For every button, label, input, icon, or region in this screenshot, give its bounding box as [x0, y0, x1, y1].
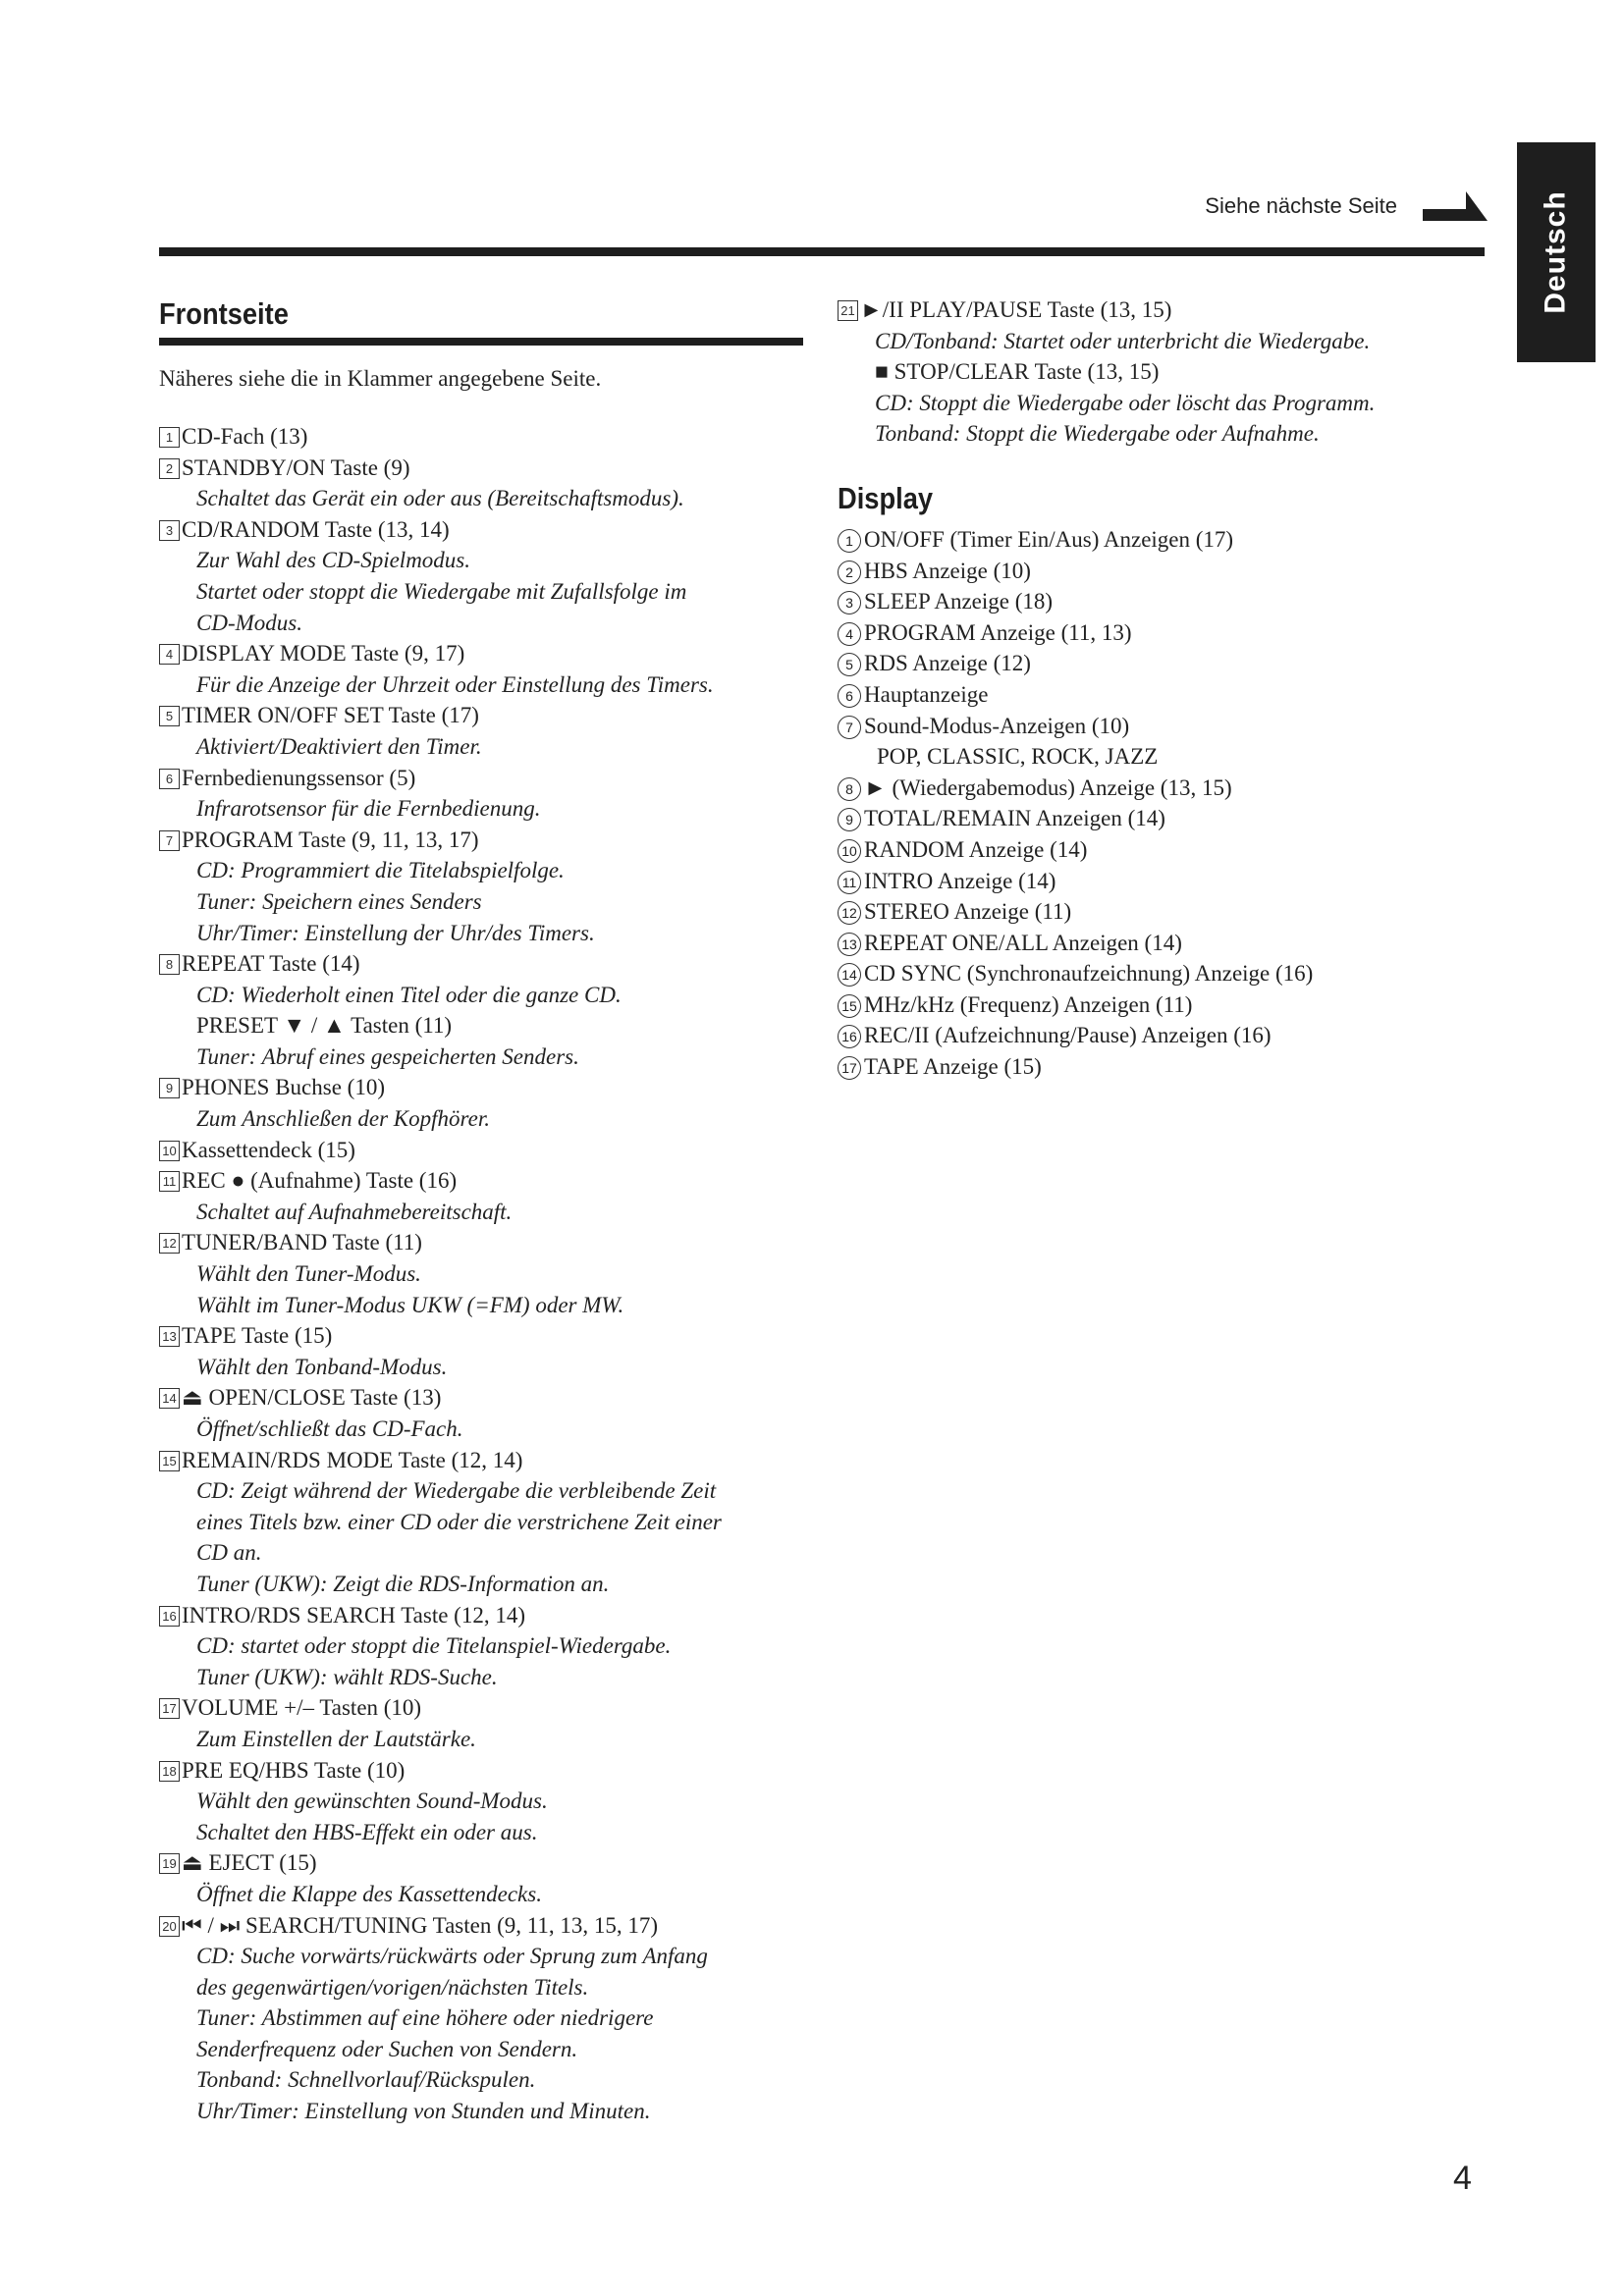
display-item-head — [838, 1020, 1486, 1051]
item-description: Schaltet das Gerät ein oder aus (Bereitschaftsmodus). — [196, 486, 684, 511]
item-label: ⏮ / ⏭ SEARCH/TUNING Tasten (9, 11, 13, 15, 17) — [182, 1912, 659, 1938]
front-item-head — [159, 1847, 807, 1879]
display-item-head — [838, 834, 1486, 866]
indicator-label: Hauptanzeige — [864, 681, 989, 707]
front-item-head — [159, 948, 807, 980]
item-number: 20 — [159, 1916, 180, 1937]
item-number: 12 — [159, 1233, 180, 1254]
item-description: Uhr/Timer: Einstellung der Uhr/des Timers. — [196, 920, 595, 945]
frontseite-intro: Näheres siehe die in Klammer angegebene Seite. — [159, 366, 602, 391]
front-item — [159, 1600, 807, 1693]
frontseite-title: Frontseite — [159, 296, 289, 331]
display-item — [838, 958, 1486, 989]
item-description: Tonband: Schnellvorlauf/Rückspulen. — [196, 2067, 536, 2093]
indicator-label: REPEAT ONE/ALL Anzeigen (14) — [864, 930, 1182, 955]
language-tab-label: Deutsch — [1540, 190, 1573, 314]
item-number: 18 — [159, 1761, 180, 1782]
indicator-number: 6 — [838, 684, 861, 708]
item-number: 5 — [159, 706, 180, 726]
indicator-label: HBS Anzeige (10) — [864, 558, 1031, 583]
item-label: PROGRAM Taste (9, 11, 13, 17) — [182, 827, 479, 852]
item-label: ►/II PLAY/PAUSE Taste (13, 15) — [860, 297, 1172, 322]
front-item-head — [159, 1600, 807, 1631]
front-item — [159, 1227, 807, 1320]
item-number: 11 — [159, 1171, 180, 1192]
item-description: CD: Programmiert die Titelabspielfolge. — [196, 858, 565, 883]
item-label: CD/RANDOM Taste (13, 14) — [182, 516, 450, 542]
display-item-head — [838, 556, 1486, 587]
display-list — [838, 524, 1486, 1083]
display-item — [838, 896, 1486, 928]
item-number: 6 — [159, 769, 180, 789]
front-item — [159, 1692, 807, 1754]
indicator-label: TAPE Anzeige (15) — [864, 1054, 1042, 1080]
display-item-head — [838, 989, 1486, 1021]
indicator-label: STEREO Anzeige (11) — [864, 899, 1072, 925]
indicator-number: 10 — [838, 839, 861, 863]
item-description: Schaltet den HBS-Effekt ein oder aus. — [196, 1819, 538, 1844]
indicator-label: MHz/kHz (Frequenz) Anzeigen (11) — [864, 991, 1193, 1017]
indicator-label: INTRO Anzeige (14) — [864, 868, 1056, 893]
front-item-head — [159, 1755, 807, 1787]
item-label: Fernbedienungssensor (5) — [182, 765, 416, 790]
indicator-number: 15 — [838, 994, 861, 1018]
front-items-continued — [838, 294, 1486, 450]
indicator-label: TOTAL/REMAIN Anzeigen (14) — [864, 806, 1165, 831]
item-label: ⏏ OPEN/CLOSE Taste (13) — [182, 1385, 442, 1411]
item-label: Kassettendeck (15) — [182, 1137, 355, 1162]
display-item-head — [838, 617, 1486, 649]
front-item — [159, 700, 807, 762]
item-description: CD-Modus. — [196, 610, 302, 635]
display-item — [838, 556, 1486, 587]
item-description: Tuner (UKW): Zeigt die RDS-Information an. — [196, 1571, 610, 1596]
item-number: 10 — [159, 1141, 180, 1161]
display-item — [838, 711, 1486, 773]
front-item — [159, 1320, 807, 1382]
indicator-number: 12 — [838, 901, 861, 925]
display-item — [838, 866, 1486, 897]
display-item — [838, 524, 1486, 556]
front-item-head — [159, 1320, 807, 1352]
front-item-head — [159, 1910, 807, 1942]
item-number: 13 — [159, 1326, 180, 1347]
display-item — [838, 989, 1486, 1021]
display-title: Display — [838, 480, 934, 515]
front-item-head — [159, 638, 807, 669]
item-number: 14 — [159, 1388, 180, 1409]
indicator-number: 11 — [838, 871, 861, 894]
front-item — [159, 763, 807, 825]
item-description: Öffnet die Klappe des Kassettendecks. — [196, 1881, 542, 1906]
item-number: 15 — [159, 1451, 180, 1471]
item-description: Zum Einstellen der Lautstärke. — [196, 1726, 476, 1751]
display-item-head — [838, 1051, 1486, 1083]
display-item-head — [838, 958, 1486, 989]
item-label: TUNER/BAND Taste (11) — [182, 1230, 422, 1255]
indicator-number: 2 — [838, 561, 861, 584]
item-number: 3 — [159, 520, 180, 541]
indicator-label: REC/II (Aufzeichnung/Pause) Anzeigen (16) — [864, 1023, 1272, 1048]
item-description: Wählt den Tonband-Modus. — [196, 1354, 448, 1379]
frontseite-list — [159, 421, 807, 2127]
front-item-head — [159, 763, 807, 794]
item-description: CD: Zeigt während der Wiedergabe die verbleibende Zeit — [196, 1478, 717, 1504]
indicator-label: RDS Anzeige (12) — [864, 651, 1031, 676]
indicator-sub: POP, CLASSIC, ROCK, JAZZ — [877, 744, 1159, 770]
item-label: TAPE Taste (15) — [182, 1323, 333, 1349]
display-item — [838, 803, 1486, 834]
display-item — [838, 648, 1486, 679]
item-label: PRE EQ/HBS Taste (10) — [182, 1757, 406, 1783]
indicator-number: 3 — [838, 591, 861, 614]
front-item — [159, 948, 807, 1072]
item-description: Infrarotsensor für die Fernbedienung. — [196, 796, 541, 822]
front-item-head — [159, 1692, 807, 1724]
item-description: Aktiviert/Deaktiviert den Timer. — [196, 733, 482, 759]
front-item — [159, 825, 807, 948]
front-item-head — [159, 700, 807, 731]
item-description: CD an. — [196, 1540, 262, 1566]
indicator-number: 16 — [838, 1025, 861, 1048]
indicator-number: 13 — [838, 933, 861, 956]
item-description: Wählt den Tuner-Modus. — [196, 1261, 421, 1287]
item-description: Zur Wahl des CD-Spielmodus. — [196, 548, 470, 573]
next-page-label: Siehe nächste Seite — [1205, 193, 1397, 218]
front-item-head — [159, 514, 807, 546]
item-label: REC ● (Aufnahme) Taste (16) — [182, 1168, 458, 1194]
language-tab — [1517, 142, 1596, 362]
item-description: Wählt im Tuner-Modus UKW (=FM) oder MW. — [196, 1292, 624, 1317]
item-label: INTRO/RDS SEARCH Taste (12, 14) — [182, 1602, 525, 1628]
front-item — [159, 1847, 807, 1909]
item-description: des gegenwärtigen/vorigen/nächsten Titels. — [196, 1974, 589, 2000]
display-item — [838, 586, 1486, 617]
indicator-number: 9 — [838, 808, 861, 831]
display-item-head — [838, 928, 1486, 959]
indicator-number: 4 — [838, 622, 861, 646]
front-item — [159, 1382, 807, 1444]
item-description: Uhr/Timer: Einstellung von Stunden und Minuten. — [196, 2099, 651, 2124]
display-item-head — [838, 866, 1486, 897]
item-number: 9 — [159, 1078, 180, 1098]
item-sub-label: PRESET ▼ / ▲ Tasten (11) — [196, 1013, 453, 1039]
item-description: Zum Anschließen der Kopfhörer. — [196, 1106, 490, 1132]
indicator-number: 7 — [838, 716, 861, 739]
item-label: PHONES Buchse (10) — [182, 1075, 385, 1100]
item-number: 17 — [159, 1698, 180, 1719]
indicator-number: 1 — [838, 529, 861, 553]
item-number: 7 — [159, 830, 180, 851]
item-label: DISPLAY MODE Taste (9, 17) — [182, 641, 465, 667]
indicator-label: CD SYNC (Synchronaufzeichnung) Anzeige (16) — [864, 961, 1314, 987]
item-sub-label: ■ STOP/CLEAR Taste (13, 15) — [875, 359, 1160, 385]
front-item-head — [159, 453, 807, 484]
indicator-label: PROGRAM Anzeige (11, 13) — [864, 619, 1132, 645]
title-divider — [159, 338, 803, 346]
item-label: REPEAT Taste (14) — [182, 951, 360, 977]
display-item — [838, 1051, 1486, 1083]
indicator-label: ► (Wiedergabemodus) Anzeige (13, 15) — [864, 774, 1232, 800]
display-item — [838, 928, 1486, 959]
display-item-head — [838, 773, 1486, 804]
display-item-head — [838, 586, 1486, 617]
front-item-head — [159, 1227, 807, 1258]
item-number: 16 — [159, 1606, 180, 1627]
display-item — [838, 617, 1486, 649]
item-description: Tuner: Abstimmen auf eine höhere oder niedrigere — [196, 2005, 654, 2031]
indicator-label: RANDOM Anzeige (14) — [864, 836, 1088, 862]
front-item — [838, 294, 1486, 450]
item-label: VOLUME +/– Tasten (10) — [182, 1695, 422, 1721]
item-label: ⏏ EJECT (15) — [182, 1850, 317, 1876]
display-item — [838, 834, 1486, 866]
indicator-number: 5 — [838, 653, 861, 676]
front-item-head — [159, 825, 807, 856]
display-item-head — [838, 648, 1486, 679]
item-description: CD/Tonband: Startet oder unterbricht die Wiedergabe. — [875, 328, 1371, 353]
display-item-head — [838, 679, 1486, 711]
right-column — [838, 294, 1486, 1083]
item-number: 8 — [159, 954, 180, 975]
item-number: 2 — [159, 458, 180, 479]
item-description: Wählt den gewünschten Sound-Modus. — [196, 1789, 548, 1814]
item-description: Senderfrequenz oder Suchen von Sendern. — [196, 2036, 578, 2061]
indicator-number: 17 — [838, 1056, 861, 1080]
item-description: Öffnet/schließt das CD-Fach. — [196, 1416, 463, 1441]
front-item-head — [159, 421, 807, 453]
item-description: Tonband: Stoppt die Wiedergabe oder Aufnahme. — [875, 421, 1320, 447]
next-page-hint — [1080, 187, 1488, 226]
indicator-label: ON/OFF (Timer Ein/Aus) Anzeigen (17) — [864, 526, 1234, 552]
front-item — [159, 1135, 807, 1166]
display-section — [838, 479, 1486, 1083]
indicator-label: SLEEP Anzeige (18) — [864, 589, 1054, 614]
item-description: Startet oder stoppt die Wiedergabe mit Zufallsfolge im — [196, 578, 687, 604]
item-description: CD: Suche vorwärts/rückwärts oder Sprung zum Anfang — [196, 1944, 708, 1969]
front-item — [159, 1910, 807, 2127]
frontseite-column — [159, 294, 807, 2127]
item-description: CD: Stoppt die Wiedergabe oder löscht das Programm. — [875, 390, 1376, 415]
item-description: Schaltet auf Aufnahmebereitschaft. — [196, 1199, 513, 1224]
arrow-right-icon — [1423, 191, 1488, 221]
front-item — [159, 1072, 807, 1134]
display-item-head — [838, 896, 1486, 928]
front-item-head — [159, 1072, 807, 1103]
front-item — [159, 514, 807, 638]
display-item — [838, 1020, 1486, 1051]
front-item-head — [159, 1382, 807, 1414]
front-item-head — [159, 1165, 807, 1197]
indicator-number: 8 — [838, 777, 861, 801]
front-item — [159, 638, 807, 700]
item-description: Tuner: Speichern eines Senders — [196, 888, 482, 914]
front-item — [159, 1755, 807, 1848]
item-description: Tuner: Abruf eines gespeicherten Senders. — [196, 1043, 579, 1069]
item-description: Tuner (UKW): wählt RDS-Suche. — [196, 1664, 498, 1689]
item-description: Für die Anzeige der Uhrzeit oder Einstellung des Timers. — [196, 671, 714, 697]
item-label: STANDBY/ON Taste (9) — [182, 454, 410, 480]
item-number: 19 — [159, 1853, 180, 1874]
item-number: 4 — [159, 644, 180, 665]
item-description: CD: startet oder stoppt die Titelanspiel-Wiedergabe. — [196, 1633, 672, 1659]
front-item-head — [838, 294, 1486, 326]
display-item-head — [838, 524, 1486, 556]
item-label: CD-Fach (13) — [182, 424, 308, 449]
page-number: 4 — [1453, 2160, 1472, 2197]
front-item — [159, 421, 807, 453]
item-number: 21 — [838, 300, 858, 321]
item-label: REMAIN/RDS MODE Taste (12, 14) — [182, 1447, 523, 1472]
display-item-head — [838, 803, 1486, 834]
top-divider — [159, 247, 1485, 256]
indicator-number: 14 — [838, 963, 861, 987]
front-item-head — [159, 1445, 807, 1476]
front-item — [159, 453, 807, 514]
front-item — [159, 1445, 807, 1600]
item-number: 1 — [159, 427, 180, 448]
display-item — [838, 679, 1486, 711]
indicator-label: Sound-Modus-Anzeigen (10) — [864, 713, 1130, 738]
front-item-head — [159, 1135, 807, 1166]
item-label: TIMER ON/OFF SET Taste (17) — [182, 703, 479, 728]
item-description: CD: Wiederholt einen Titel oder die ganze CD. — [196, 982, 622, 1007]
front-item — [159, 1165, 807, 1227]
item-description: eines Titels bzw. einer CD oder die verstrichene Zeit einer — [196, 1509, 722, 1534]
display-item — [838, 773, 1486, 804]
display-item-head — [838, 711, 1486, 742]
